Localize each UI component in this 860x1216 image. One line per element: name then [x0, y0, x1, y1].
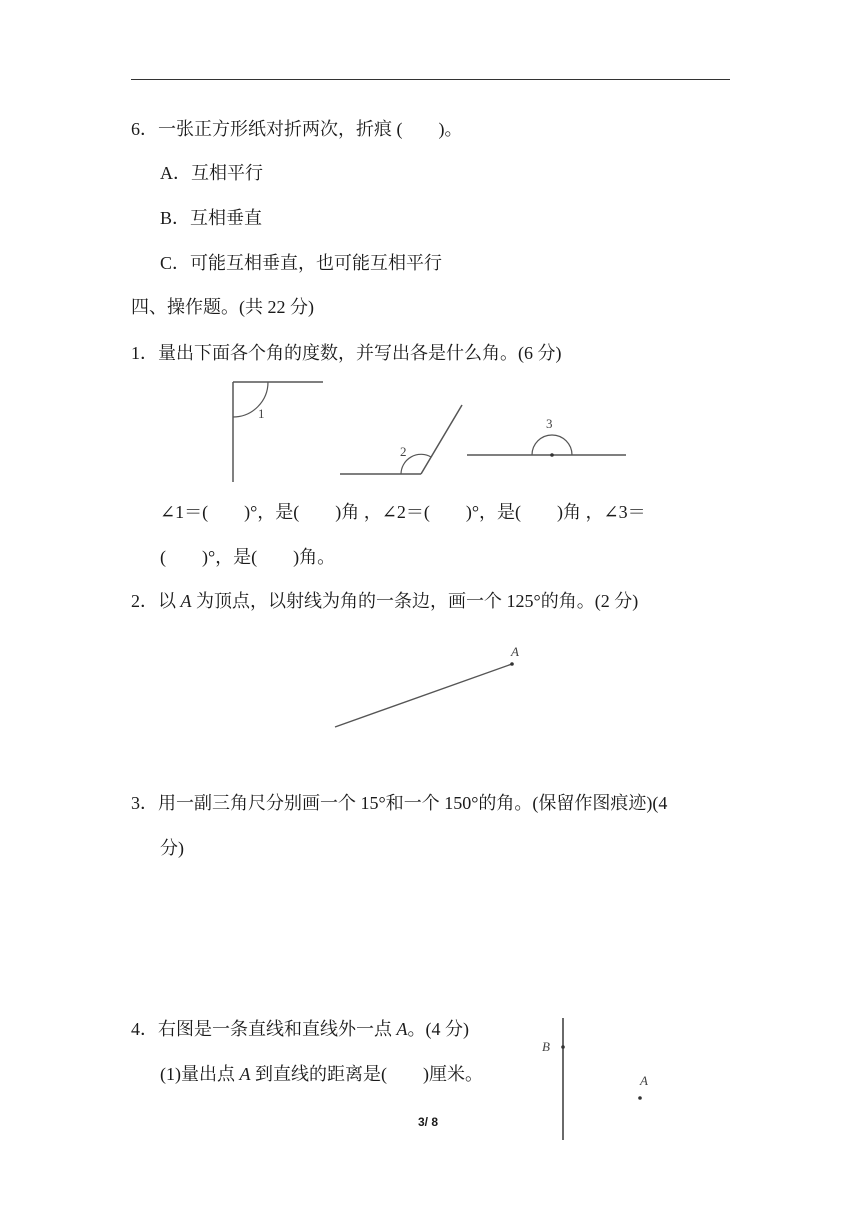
section-title: 四、操作题。(共 22 分) — [131, 297, 314, 317]
angle-1-label: 1 — [258, 406, 265, 421]
p2-stem: 2．以 A 为顶点，以射线为角的一条边，画一个 125°的角。(2 分) — [131, 591, 639, 611]
p1-stem: 1．量出下面各个角的度数，并写出各是什么角。(6 分) — [131, 343, 562, 363]
point-b-dot — [561, 1045, 565, 1049]
page-number: 3/ 8 — [418, 1115, 439, 1129]
p3-stem-line2: 分) — [160, 838, 184, 858]
q6-option-b: B．互相垂直 — [160, 208, 263, 228]
p4-stem: 4．右图是一条直线和直线外一点 A。(4 分) — [131, 1019, 469, 1039]
p1-answer-line2: ( )°，是( )角。 — [160, 547, 336, 567]
point-b-label: B — [542, 1039, 550, 1054]
q6-stem: 6．一张正方形纸对折两次，折痕 ( )。 — [131, 119, 463, 139]
point-a2-label: A — [640, 1073, 648, 1088]
q6-option-a: A．互相平行 — [160, 163, 263, 183]
p3-stem-line1: 3．用一副三角尺分别画一个 15°和一个 150°的角。(保留作图痕迹)(4 — [131, 793, 668, 813]
q6-option-c: C．可能互相垂直，也可能互相平行 — [160, 253, 443, 273]
p1-answer-line1: ∠1＝( )°，是( )角 ，∠2＝( )°，是( )角 ，∠3＝ — [160, 502, 646, 522]
point-a2-dot — [638, 1096, 642, 1100]
angle-3-label: 3 — [546, 416, 553, 431]
angle-2-label: 2 — [400, 444, 407, 459]
point-a-label: A — [511, 644, 519, 659]
p4-subquestion-1: (1)量出点 A 到直线的距离是( )厘米。 — [160, 1064, 483, 1084]
